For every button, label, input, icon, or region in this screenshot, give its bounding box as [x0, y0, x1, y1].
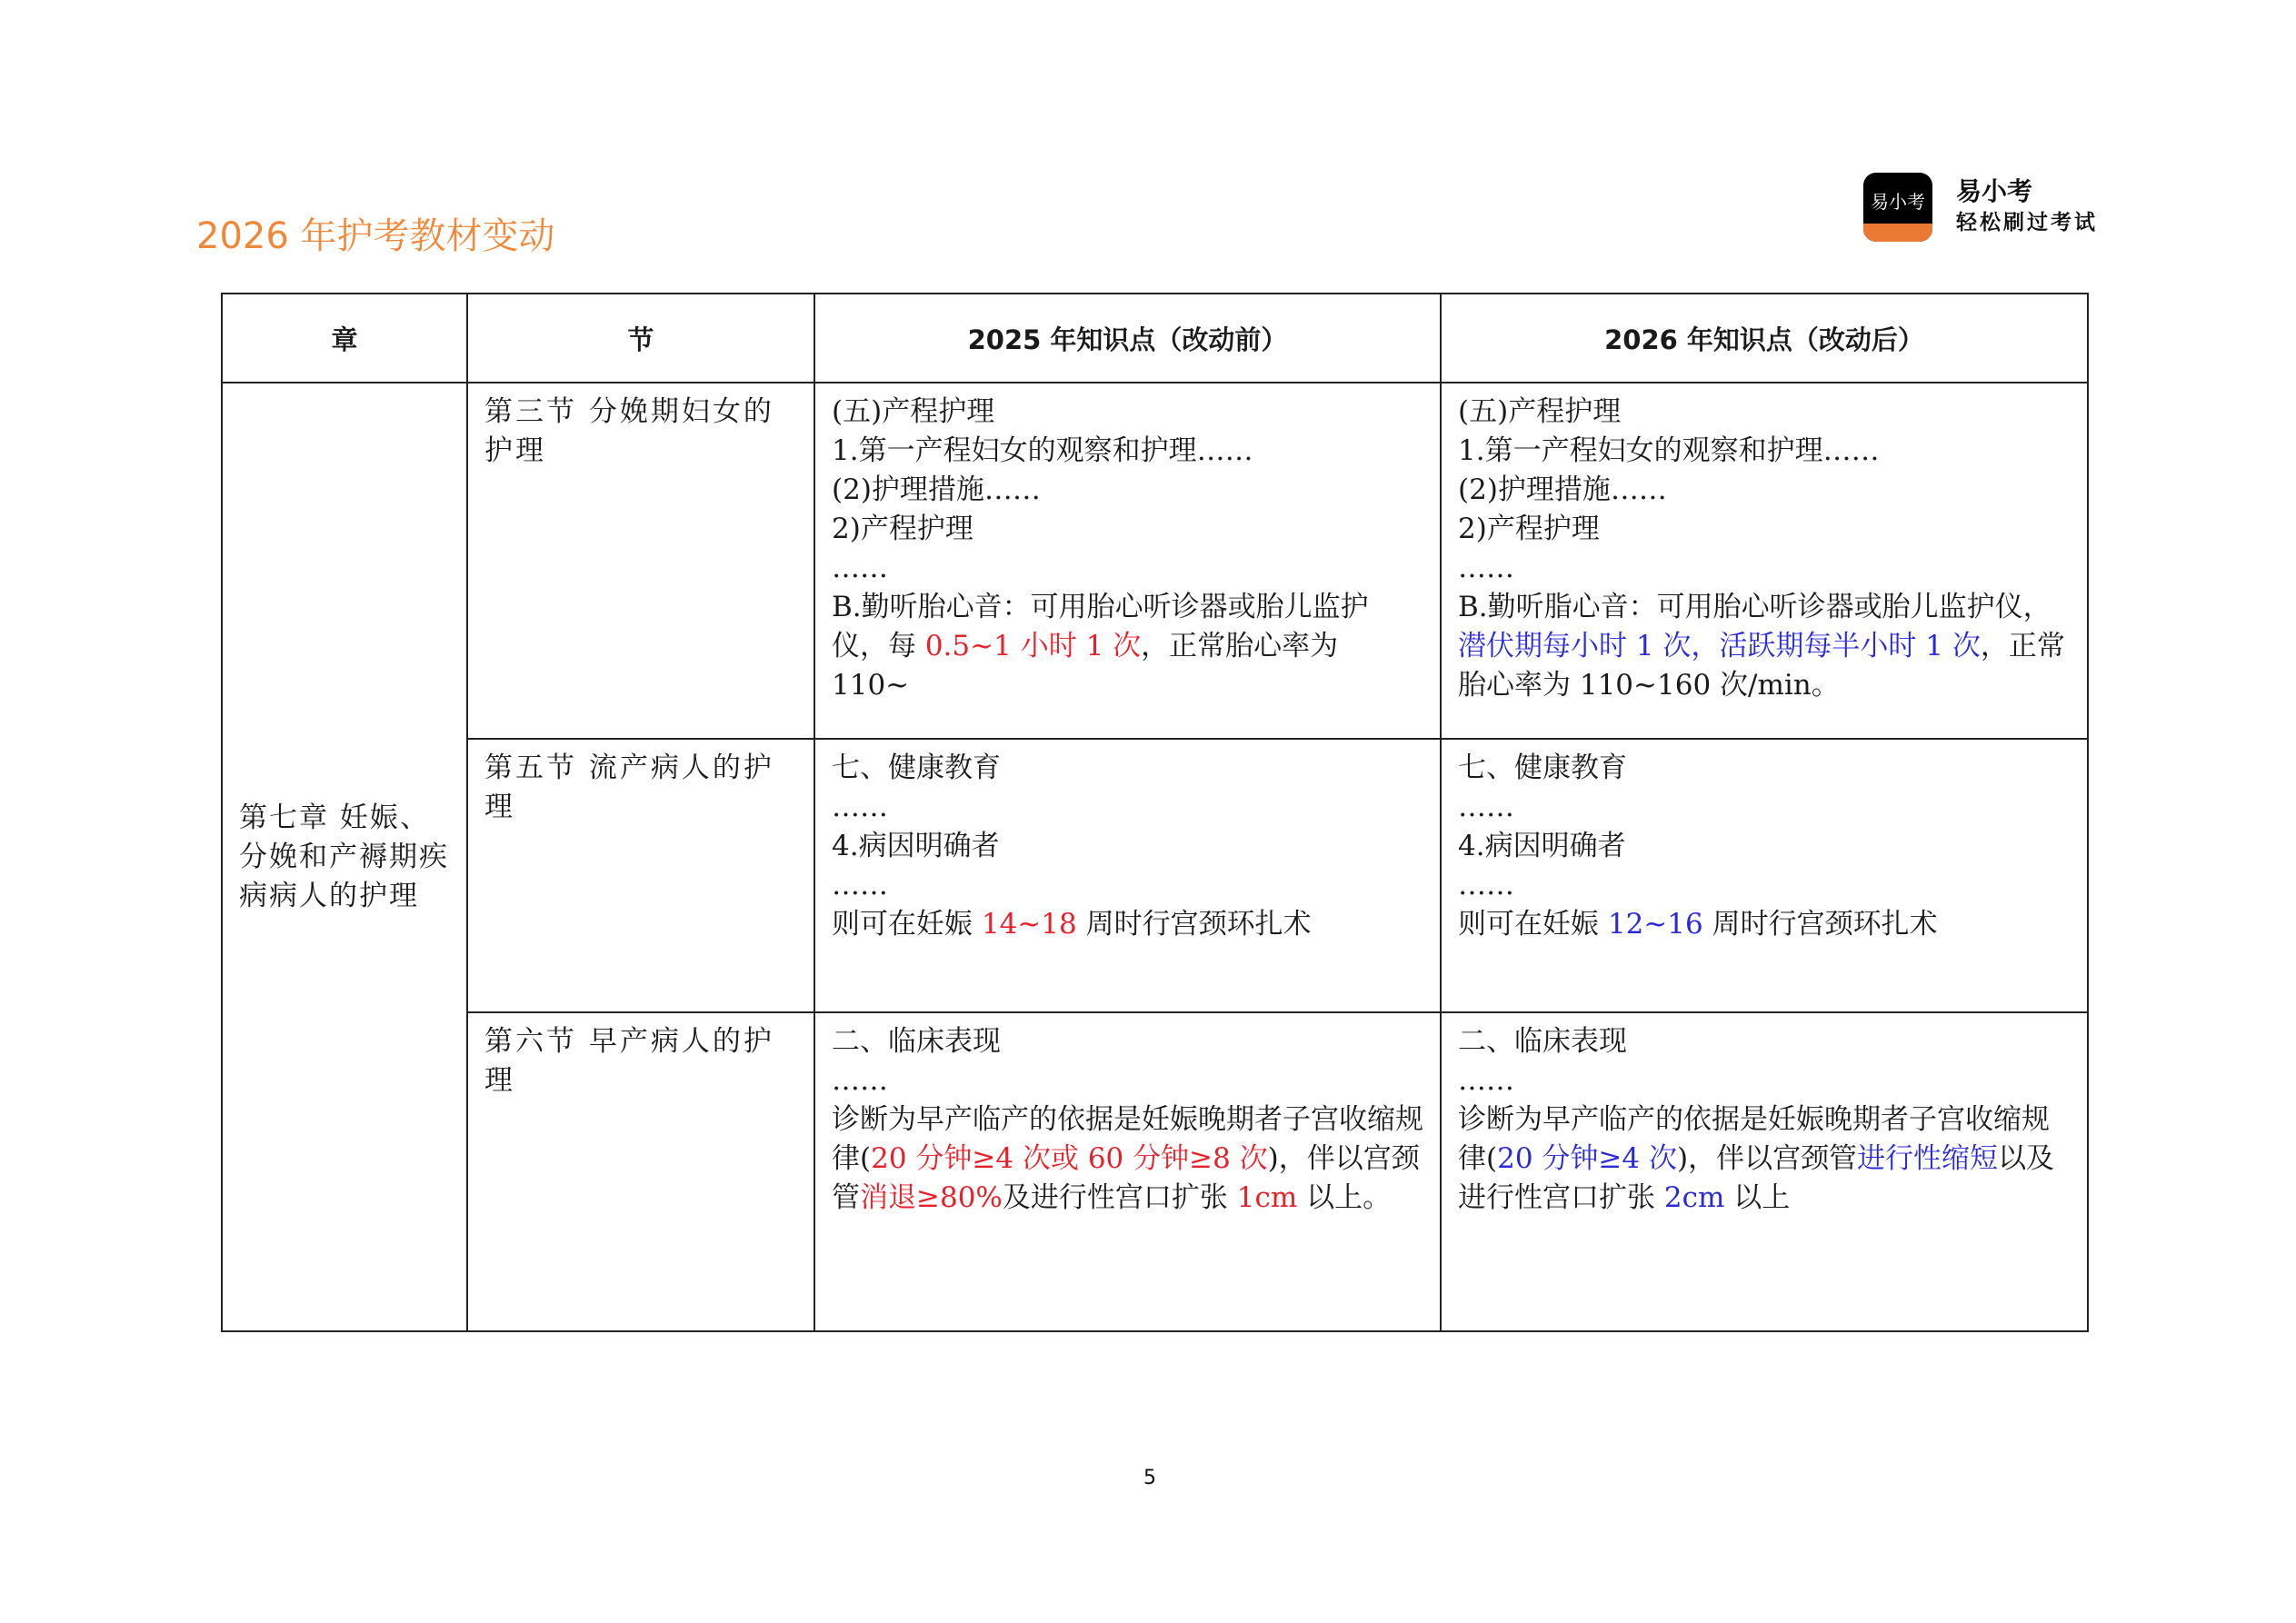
added-text-highlight: 潜伏期每小时 1 次，活跃期每半小时 1 次 — [1458, 630, 1981, 662]
text-segment: (2)护理措施…… — [832, 473, 1041, 506]
table-row — [222, 739, 2088, 1012]
text-segment: (五)产程护理 — [832, 395, 995, 428]
text-segment: …… — [1458, 791, 1514, 823]
after-cell — [1441, 383, 2088, 739]
text-segment: 2)产程护理 — [832, 513, 973, 545]
header-after-2026: 2026 年知识点（改动后） — [1441, 294, 2088, 383]
logo-text: 易小考 — [1871, 191, 1925, 213]
text-segment: 4.病因明确者 — [1458, 830, 1626, 862]
content-line — [832, 588, 1423, 705]
app-logo-icon — [1863, 173, 1932, 242]
before-cell — [814, 1012, 1441, 1331]
content-line — [1458, 549, 2071, 588]
text-segment: 及进行性宫口扩张 — [1002, 1181, 1237, 1214]
after-cell — [1441, 739, 2088, 1012]
added-text-highlight: 2cm — [1663, 1181, 1725, 1214]
text-segment: 以上。 — [1297, 1181, 1392, 1214]
content-line — [1458, 393, 2071, 432]
text-segment: …… — [1458, 1064, 1514, 1097]
text-segment: 周时行宫颈环扎术 — [1076, 908, 1312, 941]
content-line — [1458, 788, 2071, 827]
content-line — [1458, 510, 2071, 549]
table-header-row — [222, 294, 2088, 383]
chapter-text: 第七章 妊娠、分娩和产褥期疾病病人的护理 — [239, 801, 449, 912]
text-segment: 七、健康教育 — [832, 752, 1001, 784]
added-text-highlight: 12~16 — [1607, 908, 1703, 941]
content-line — [1458, 749, 2071, 788]
removed-text-highlight: 14~18 — [981, 908, 1077, 941]
content-line — [1458, 1022, 2071, 1061]
text-segment: 1.第一产程妇女的观察和护理…… — [1458, 434, 1880, 467]
content-line — [832, 432, 1423, 471]
text-segment: …… — [832, 869, 888, 901]
before-cell — [814, 739, 1441, 1012]
chapter-cell — [222, 383, 467, 1331]
content-line — [1458, 1100, 2071, 1218]
content-line — [1458, 827, 2071, 866]
after-content — [1442, 740, 2087, 953]
brand-header — [1863, 173, 2098, 242]
content-line — [832, 1100, 1423, 1218]
added-text-highlight: 进行性缩短 — [1857, 1142, 1999, 1175]
removed-text-highlight: 20 分钟≥4 次或 60 分钟≥8 次 — [871, 1142, 1268, 1175]
text-segment: …… — [832, 552, 888, 584]
text-segment: (2)护理措施…… — [1458, 473, 1667, 506]
text-segment: 二、临床表现 — [832, 1025, 1001, 1058]
text-segment: 诊断为早产临产的依据是妊娠晚期者子宫收缩规律( — [832, 1103, 1423, 1175]
content-line — [832, 905, 1423, 944]
section-text: 第五节 流产病人的护理 — [484, 752, 774, 823]
section-text: 第六节 早产病人的护理 — [484, 1025, 774, 1097]
text-segment: 2)产程护理 — [1458, 513, 1600, 545]
content-line — [832, 471, 1423, 510]
table-row — [222, 383, 2088, 739]
curriculum-changes-table — [221, 293, 2089, 1332]
text-segment: 七、健康教育 — [1458, 752, 1627, 784]
text-segment: )，伴以宫颈管 — [832, 1142, 1420, 1214]
content-line — [1458, 432, 2071, 471]
header-chapter: 章 — [222, 294, 467, 383]
text-segment: (五)产程护理 — [1458, 395, 1622, 428]
text-segment: …… — [832, 791, 888, 823]
section-cell — [467, 383, 814, 739]
section-cell — [467, 739, 814, 1012]
header-section: 节 — [467, 294, 814, 383]
table-row — [222, 1012, 2088, 1331]
removed-text-highlight: 1cm — [1236, 1181, 1298, 1214]
text-segment: B.勤听胎心音：可用胎心听诊器或胎儿监护仪，每 — [832, 591, 1369, 662]
content-line — [832, 510, 1423, 549]
text-segment: 则可在妊娠 — [1458, 908, 1608, 941]
text-segment: …… — [1458, 552, 1514, 584]
content-line — [832, 827, 1423, 866]
after-content — [1442, 1013, 2087, 1227]
after-cell — [1441, 1012, 2088, 1331]
section-cell — [467, 1012, 814, 1331]
after-content — [1442, 383, 2087, 714]
header-before-2025: 2025 年知识点（改动前） — [814, 294, 1441, 383]
text-segment: 以及进行性宫口扩张 — [1458, 1142, 2055, 1214]
text-segment: )，伴以宫颈管 — [1676, 1142, 1858, 1175]
content-line — [832, 1022, 1423, 1061]
content-line — [832, 549, 1423, 588]
text-segment: 1.第一产程妇女的观察和护理…… — [832, 434, 1253, 467]
text-segment: ，正常胎心率为 110~ — [832, 630, 1348, 702]
removed-text-highlight: 消退≥80% — [860, 1181, 1003, 1214]
brand-text — [1956, 176, 2098, 238]
text-segment: 4.病因明确者 — [832, 830, 1000, 862]
content-line — [1458, 471, 2071, 510]
text-segment: 诊断为早产临产的依据是妊娠晚期者子宫收缩规律( — [1458, 1103, 2050, 1175]
content-line — [1458, 588, 2071, 705]
content-line — [1458, 1061, 2071, 1100]
content-line — [832, 866, 1423, 905]
text-segment: 以上 — [1724, 1181, 1791, 1214]
before-content — [815, 740, 1440, 953]
added-text-highlight: 20 分钟≥4 次 — [1497, 1142, 1677, 1175]
content-line — [832, 788, 1423, 827]
text-segment: …… — [1458, 869, 1514, 901]
before-cell — [814, 383, 1441, 739]
content-line — [1458, 866, 2071, 905]
section-text: 第三节 分娩期妇女的护理 — [484, 395, 774, 467]
content-line — [1458, 905, 2071, 944]
text-segment: …… — [832, 1064, 888, 1097]
logo-accent-bar — [1863, 224, 1932, 242]
text-segment: 则可在妊娠 — [832, 908, 982, 941]
brand-name: 易小考 — [1956, 176, 2033, 206]
content-line — [832, 749, 1423, 788]
content-line — [832, 393, 1423, 432]
before-content — [815, 383, 1440, 714]
removed-text-highlight: 0.5~1 小时 1 次 — [924, 630, 1142, 662]
text-segment: ，正常胎心率为 110~160 次/min。 — [1458, 630, 2065, 702]
text-segment: B.勤听脂心音：可用胎心听诊器或胎儿监护仪， — [1458, 591, 2051, 623]
text-segment: 二、临床表现 — [1458, 1025, 1627, 1058]
text-segment: 周时行宫颈环扎术 — [1702, 908, 1938, 941]
page-title: 2026 年护考教材变动 — [196, 215, 555, 257]
brand-slogan: 轻松刷过考试 — [1956, 211, 2098, 234]
page-number: 5 — [1143, 1467, 1156, 1489]
content-line — [832, 1061, 1423, 1100]
before-content — [815, 1013, 1440, 1227]
